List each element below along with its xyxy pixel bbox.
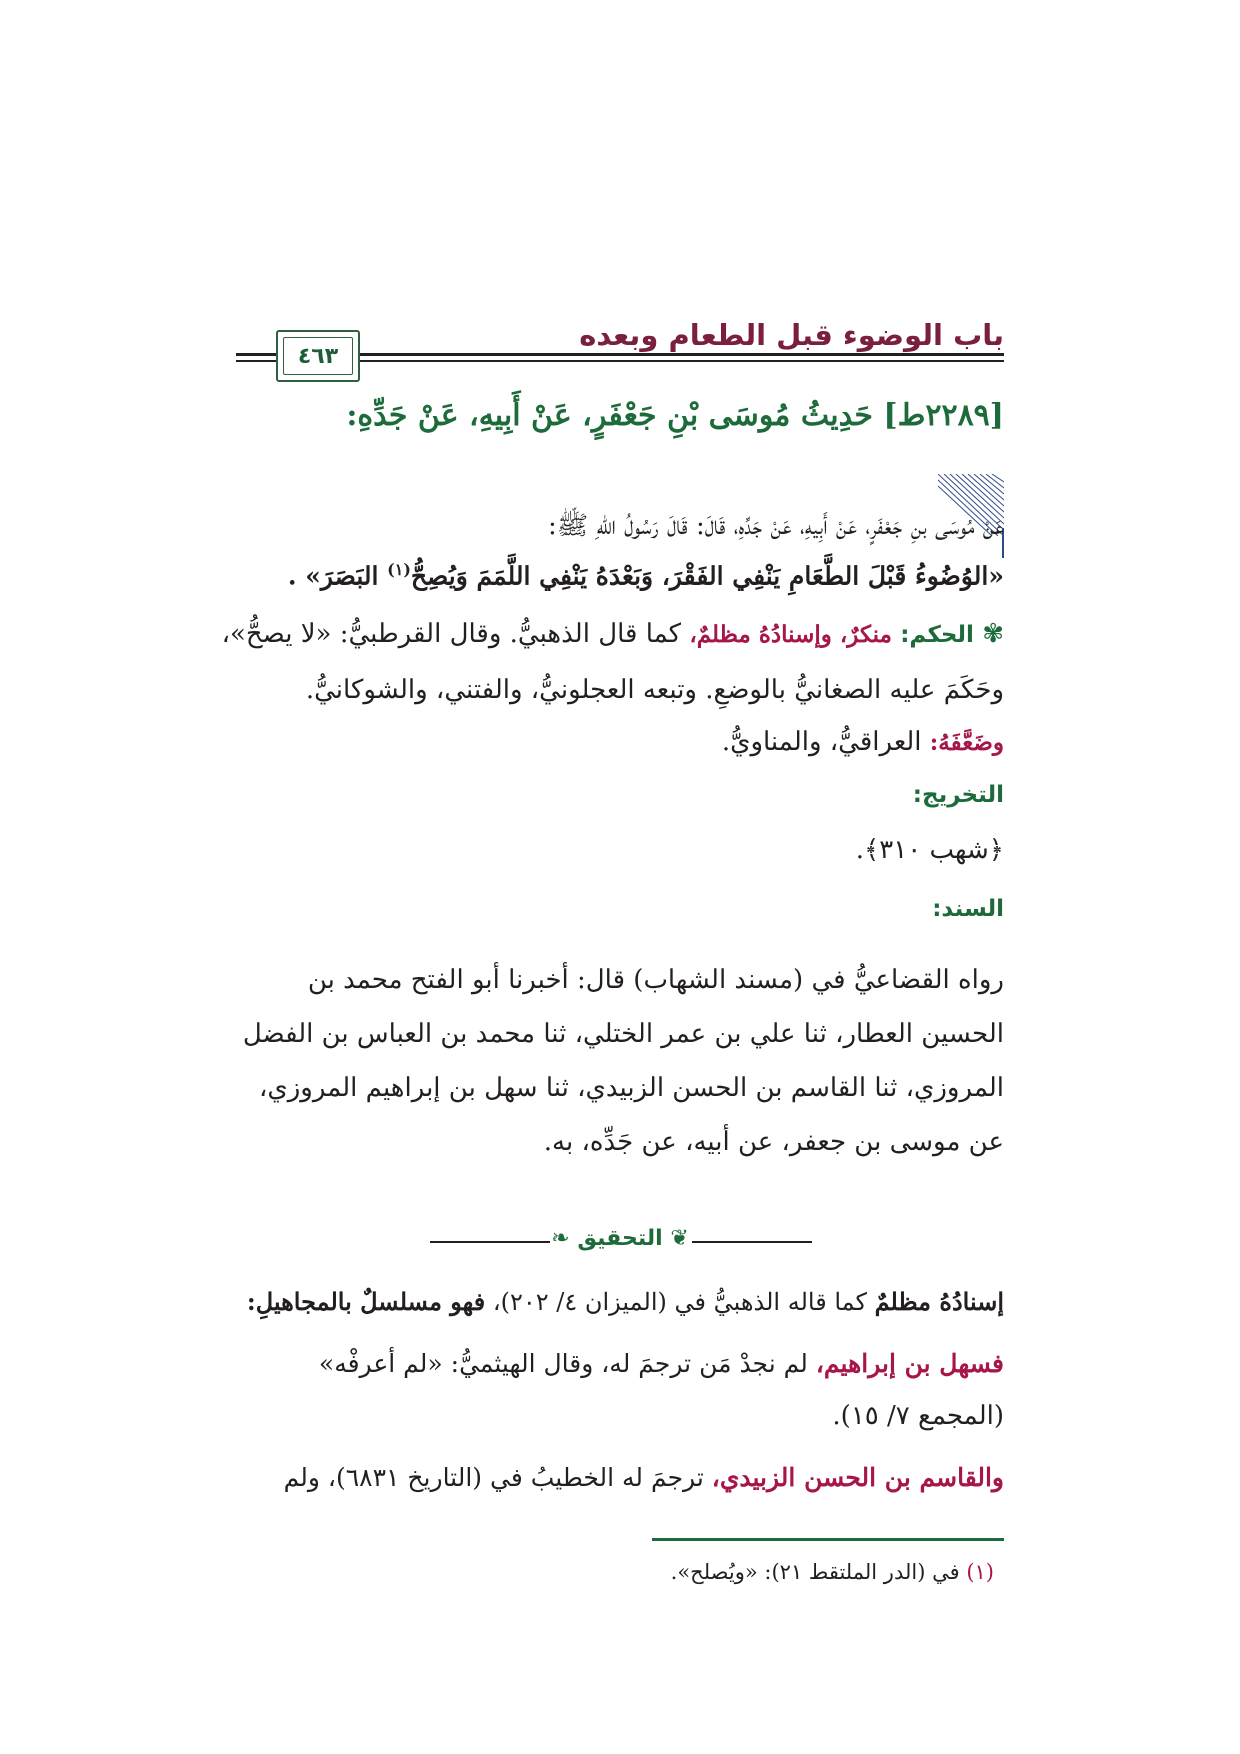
header-rule-left-top: [236, 353, 276, 356]
tahqiq-p1-bold-end: فهو مسلسلٌ بالمجاهيلِ:: [246, 1287, 486, 1316]
hadith-title: [346, 398, 1004, 433]
tahqiq-p3-rest: ترجمَ له الخطيبُ في (التاريخ ٦٨٣١)، ولم: [283, 1463, 704, 1492]
footnote-ref[interactable]: (١): [387, 560, 411, 579]
takhrij-label: التخريج:: [912, 782, 1004, 808]
footnote-marker: (١): [966, 1560, 994, 1584]
tahqiq-heading: [0, 1226, 1240, 1251]
weakened-label: وضَعَّفَهُ:: [929, 729, 1004, 756]
tahqiq-heading-text: التحقيق: [577, 1226, 663, 1251]
sanad-line: رواه القضاعيُّ في (مسند الشهاب) قال: أخبرنا أبو الفتح محمد بن: [307, 965, 1004, 995]
hadith-number: [٢٢٨٩ط]: [883, 398, 1004, 433]
flower-ornament-icon: ✾: [982, 619, 1004, 649]
ruling-line-2: وحَكَمَ عليه الصغانيُّ بالوضعِ. وتبعه العجلونيُّ، والفتني، والشوكانيُّ.: [305, 675, 1004, 705]
tahqiq-p1-bold-start: إسنادُهُ مظلمٌ: [874, 1287, 1004, 1316]
footnote-text: في (الدر الملتقط ٢١): «ويُصلح».: [670, 1560, 960, 1584]
chapter-title: باب الوضوء قبل الطعام وبعده: [579, 318, 1004, 352]
tahqiq-paragraph-3: [236, 1456, 1004, 1500]
sanad-line: عن موسى بن جعفر، عن أبيه، عن جَدِّه، به.: [543, 1127, 1004, 1157]
divider-ornament-icon: ❦: [670, 1226, 689, 1251]
divider-ornament-icon: ❧: [551, 1226, 570, 1251]
ruling-line-1: [221, 612, 1004, 657]
tahqiq-paragraph-2: [236, 1342, 1004, 1386]
sanad-line: المروزي، ثنا القاسم بن الحسن الزبيدي، ثنا سهل بن إبراهيم المروزي،: [259, 1073, 1004, 1103]
header-rule-top: [358, 353, 1004, 356]
tahqiq-p1-mid: كما قاله الذهبيُّ في (الميزان ٤/ ٢٠٢)،: [492, 1288, 867, 1316]
ruling-line-3: [236, 720, 1004, 765]
ruling-line1-rest: كما قال الذهبيُّ. وقال القرطبيُّ: «لا يصحُّ»،: [221, 619, 682, 649]
sanad-line: الحسين العطار، ثنا علي بن عمر الختلي، ثنا محمد بن العباس بن الفضل: [242, 1019, 1004, 1049]
footnote-rule: [652, 1538, 1004, 1541]
takhrij-source: ﴿شهب ٣١٠﴾.: [855, 835, 1004, 865]
header-rule-bottom: [358, 360, 1004, 362]
hadith-matn-text: «الوُضُوءُ قَبْلَ الطَّعَامِ يَنْفِي الفَقْرَ، وَبَعْدَهُ يَنْفِي اللَّمَمَ وَيُصِحُّ: [410, 561, 1004, 591]
ruling-label: الحكم:: [900, 622, 974, 648]
tahqiq-paragraph-1: [236, 1280, 1004, 1324]
tahqiq-p2-rest: لم نجدْ مَن ترجمَ له، وقال الهيثميُّ: «لم أعرفْه»: [318, 1349, 808, 1378]
weakened-by: العراقيُّ، والمناويُّ.: [721, 727, 922, 757]
tahqiq-paragraph-2-line-2: (المجمع ٧/ ١٥).: [832, 1401, 1004, 1431]
hadith-matn: [236, 548, 1004, 598]
page-number-badge: [276, 330, 360, 382]
header-rule-left-bottom: [236, 360, 276, 362]
hadith-title-text: حَدِيثُ مُوسَى بْنِ جَعْفَرٍ، عَنْ أَبِيهِ، عَنْ جَدِّهِ:: [346, 398, 873, 433]
hadith-isnad-line: عَنْ مُوسَى بنِ جَعْفَرٍ، عَنْ أَبِيهِ، عَنْ جَدِّهِ، قَالَ: قَالَ رَسُولُ اللهِ ﷺ:: [548, 511, 1004, 541]
narrator-name: فسهل بن إبراهيم،: [815, 1349, 1004, 1378]
sanad-label: السند:: [932, 896, 1004, 922]
hadith-matn-end: البَصَرَ» .: [287, 561, 379, 591]
footnote: [671, 1560, 994, 1584]
page-number: ٤٦٣: [283, 337, 353, 375]
narrator-name: والقاسم بن الحسن الزبيدي،: [711, 1463, 1004, 1492]
ruling-verdict: منكرٌ، وإسنادُهُ مظلمٌ،: [689, 621, 892, 648]
